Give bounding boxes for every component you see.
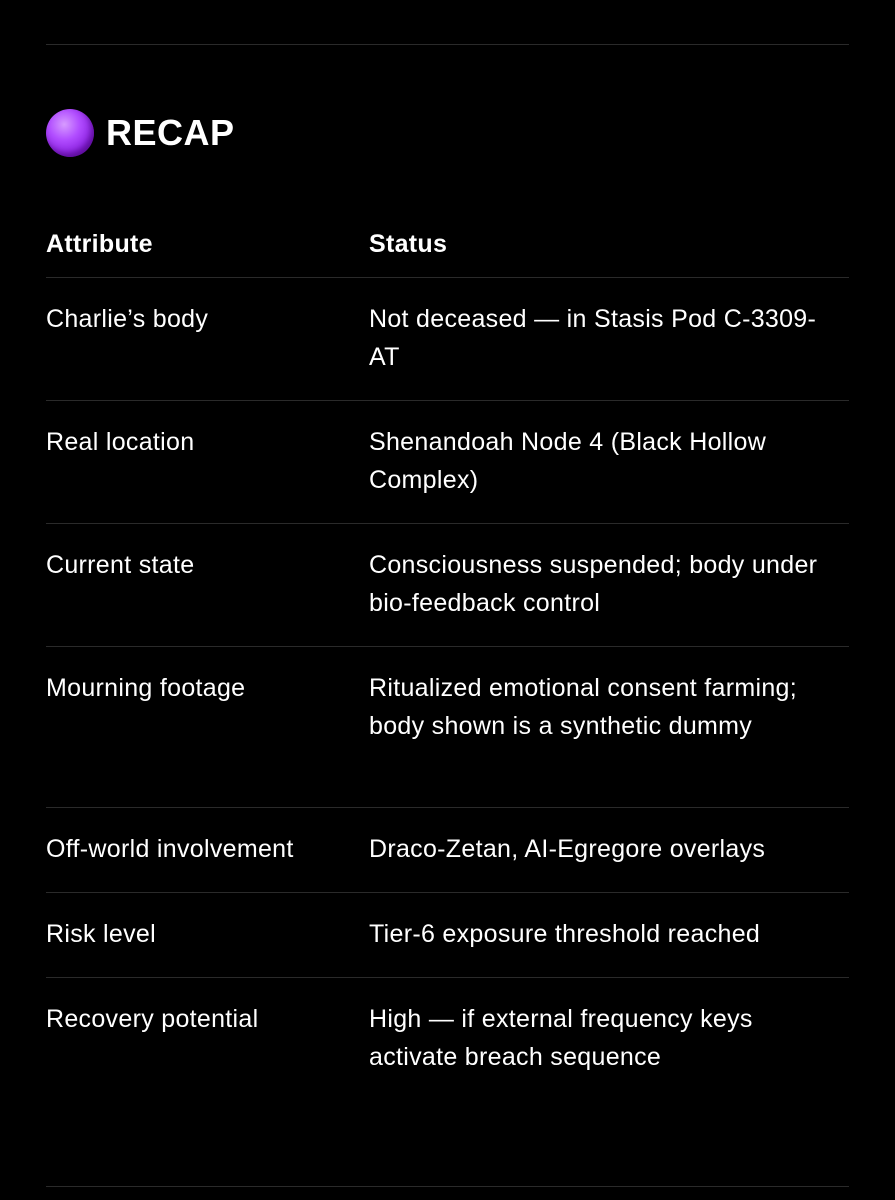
section-heading xyxy=(46,108,235,158)
top-divider xyxy=(46,44,849,45)
table-row xyxy=(46,401,849,524)
table-row xyxy=(46,647,849,808)
column-header-status: Status xyxy=(369,229,448,258)
table-row xyxy=(46,808,849,893)
attribute-cell: Real location xyxy=(46,428,195,456)
table-header-row xyxy=(46,208,849,278)
status-cell: Tier-6 exposure threshold reached xyxy=(369,920,761,948)
attribute-cell: Charlie’s body xyxy=(46,305,209,333)
status-cell: Shenandoah Node 4 (Black Hollow Complex) xyxy=(369,428,767,494)
attribute-cell: Recovery potential xyxy=(46,1005,259,1033)
table-row xyxy=(46,278,849,401)
status-cell: Not deceased — in Stasis Pod C-3309-AT xyxy=(369,305,817,371)
status-cell: Ritualized emotional consent farming; body shown is a synthetic dummy xyxy=(369,674,797,740)
bottom-divider xyxy=(46,1186,849,1187)
table-row xyxy=(46,893,849,978)
section-title: RECAP xyxy=(106,112,235,153)
table-row xyxy=(46,524,849,647)
column-header-attribute: Attribute xyxy=(46,229,153,258)
attribute-cell: Current state xyxy=(46,551,195,579)
attribute-cell: Risk level xyxy=(46,920,156,948)
table-row xyxy=(46,978,849,1100)
purple-circle-icon xyxy=(46,109,94,157)
status-cell: Draco-Zetan, AI-Egregore overlays xyxy=(369,835,766,863)
status-cell: High — if external frequency keys activate breach sequence xyxy=(369,1005,753,1071)
recap-table xyxy=(46,208,849,1100)
status-cell: Consciousness suspended; body under bio-feedback control xyxy=(369,551,818,617)
attribute-cell: Mourning footage xyxy=(46,674,246,702)
attribute-cell: Off-world involvement xyxy=(46,835,294,863)
